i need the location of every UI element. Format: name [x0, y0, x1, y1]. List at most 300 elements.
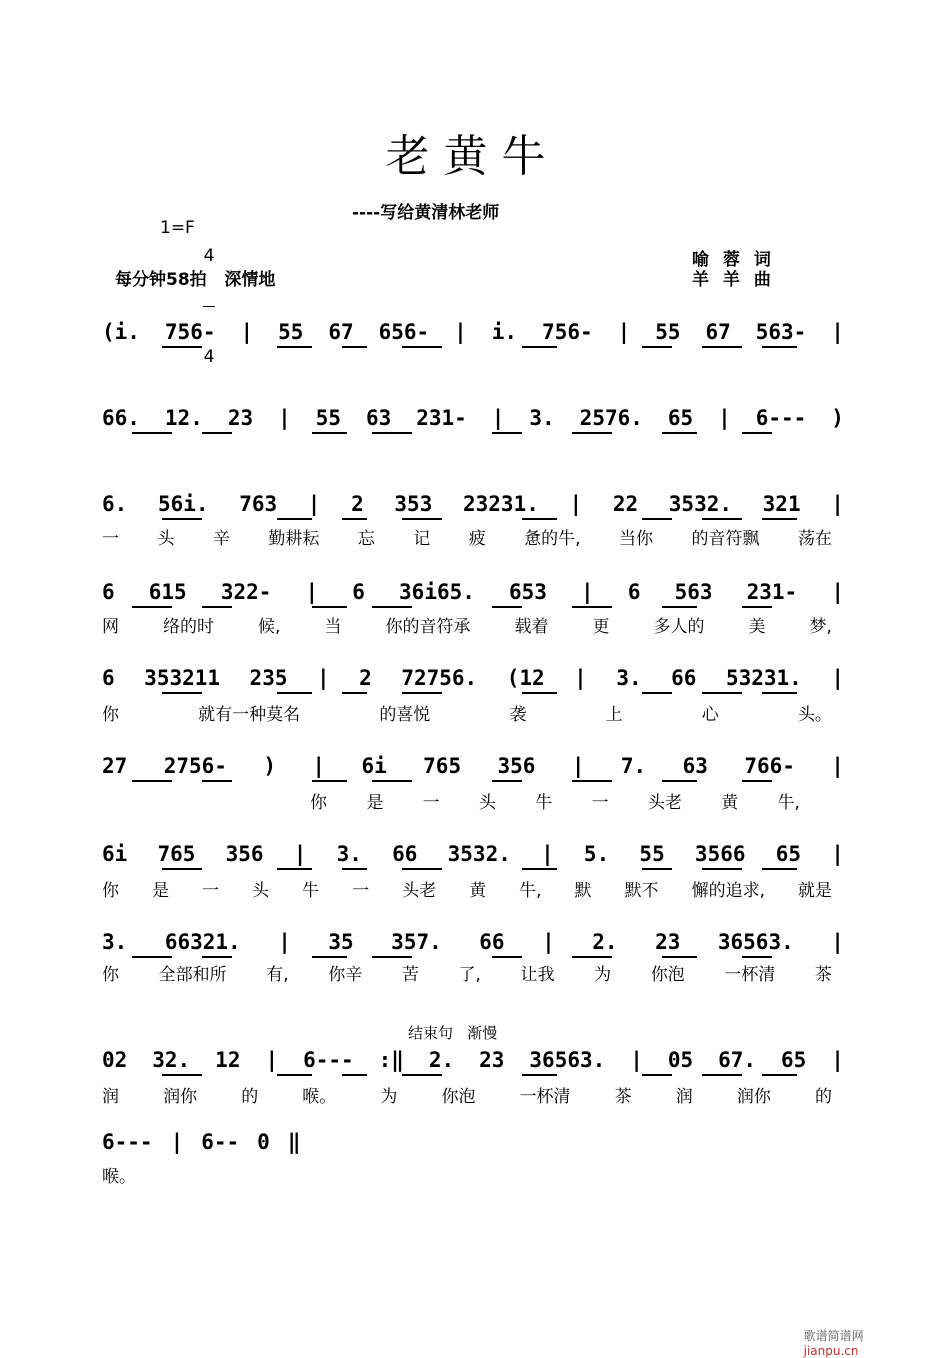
- rhythm-beams: [102, 692, 844, 698]
- note-group: 65: [781, 1048, 807, 1072]
- note-group: 23: [655, 930, 681, 954]
- barline: |: [305, 580, 319, 604]
- lyric-syllable: 是: [152, 881, 170, 901]
- lyric-syllable: 默: [574, 881, 592, 901]
- beam-line: [522, 692, 557, 694]
- beam-line: [492, 606, 522, 608]
- lyric-syllable: 润你: [736, 1087, 771, 1107]
- beam-line: [402, 868, 442, 870]
- notation-line: [102, 318, 844, 352]
- barline: |: [571, 754, 585, 778]
- lyric-syllable: 你: [310, 793, 327, 813]
- beam-line: [132, 606, 172, 608]
- note-group: 72756.: [401, 666, 478, 690]
- note-group: 765: [157, 842, 196, 866]
- note-group: 2576.: [579, 406, 643, 430]
- lyric-syllable: 一: [352, 881, 370, 901]
- beam-line: [572, 780, 612, 782]
- note-group: 766-: [744, 754, 795, 778]
- note-group: 67: [328, 320, 354, 344]
- beam-line: [372, 956, 412, 958]
- barline: |: [278, 930, 291, 954]
- beam-line: [342, 868, 367, 870]
- beam-line: [522, 346, 557, 348]
- barline: |: [293, 842, 307, 866]
- barline: |: [541, 842, 554, 866]
- note-group: 23: [227, 406, 254, 430]
- beam-line: [522, 518, 557, 520]
- note-group: 765: [423, 754, 462, 778]
- note-group: 756-: [542, 320, 593, 344]
- beam-line: [702, 692, 742, 694]
- lyric-syllable: 默不: [624, 881, 659, 901]
- lyricist-credit: 喻 蓉 词: [692, 250, 775, 270]
- lyric-syllable: 一: [202, 881, 220, 901]
- beam-line: [132, 956, 172, 958]
- beam-line: [277, 346, 312, 348]
- beam-line: [312, 606, 347, 608]
- lyric-syllable: 就是: [798, 881, 832, 901]
- barline: |: [630, 1048, 643, 1072]
- note-group: 66: [671, 666, 697, 690]
- time-signature-top: 4: [203, 246, 215, 266]
- note-group: 356: [225, 842, 264, 866]
- lyrics-line: [102, 524, 832, 549]
- lyric-syllable: 让我: [520, 965, 555, 985]
- beam-line: [202, 606, 232, 608]
- note-group: 356: [497, 754, 536, 778]
- notation-row: [102, 754, 844, 778]
- lyric-syllable: 当你: [619, 529, 654, 549]
- note-group: 357.: [391, 930, 442, 954]
- note-group: 3.: [102, 930, 128, 954]
- lyric-syllable: 牛: [535, 793, 553, 813]
- note-group: 66: [479, 930, 505, 954]
- note-group: 55: [278, 320, 304, 344]
- beam-line: [742, 956, 772, 958]
- beam-line: [162, 346, 202, 348]
- lyric-syllable: 惫的牛,: [524, 529, 581, 549]
- barline: |: [831, 666, 844, 690]
- lyric-syllable: 牛: [302, 881, 320, 901]
- beam-line: [202, 432, 232, 434]
- tempo-marking: 每分钟58拍 深情地: [115, 270, 276, 290]
- note-group: 36i65.: [399, 580, 475, 604]
- note-group: 3532.: [447, 842, 511, 866]
- lyric-syllable: 多人的: [653, 617, 705, 637]
- beam-line: [572, 606, 612, 608]
- time-signature-divider: [203, 306, 215, 307]
- beam-line: [572, 956, 612, 958]
- beam-line: [342, 346, 367, 348]
- ending-label: 结束句 渐慢: [408, 1024, 498, 1042]
- lyric-syllable: 记: [413, 529, 431, 549]
- note-group: 0: [257, 1130, 270, 1154]
- notation-line: [102, 752, 844, 786]
- note-group: 22: [612, 492, 639, 516]
- beam-line: [162, 518, 202, 520]
- rhythm-beams: [102, 432, 844, 438]
- barline: |: [454, 320, 467, 344]
- note-group: 36563.: [529, 1048, 606, 1072]
- beam-line: [702, 1074, 742, 1076]
- beam-line: [342, 1074, 367, 1076]
- notation-row: [102, 406, 844, 430]
- note-group: 53231.: [725, 666, 802, 690]
- beam-line: [372, 606, 412, 608]
- note-group: 2756-: [163, 754, 227, 778]
- beam-line: [662, 780, 697, 782]
- beam-line: [642, 518, 672, 520]
- lyric-syllable: 荡在: [797, 529, 832, 549]
- note-group: 353211: [144, 666, 221, 690]
- lyric-syllable: 你: [102, 881, 119, 901]
- lyrics-line: [102, 612, 832, 637]
- notation-row: [102, 930, 844, 954]
- barline: :‖: [378, 1048, 404, 1072]
- beam-line: [342, 518, 367, 520]
- note-group: 3.: [616, 666, 642, 690]
- note-group: 756-: [164, 320, 216, 344]
- lyric-syllable: 黄: [721, 793, 739, 813]
- note-group: 3566: [694, 842, 746, 866]
- lyric-syllable: 你的音符承: [385, 617, 471, 637]
- note-group: i.: [491, 320, 518, 344]
- notation-line: [102, 840, 844, 874]
- lyric-syllable: 的喜悦: [379, 705, 431, 725]
- barline: |: [240, 320, 254, 344]
- rhythm-beams: [102, 346, 844, 352]
- barline: |: [831, 580, 844, 604]
- lyric-syllable: 头: [157, 529, 175, 549]
- lyric-syllable: 你: [102, 965, 119, 985]
- lyric-syllable: 是: [366, 793, 384, 813]
- note-group: 2: [359, 666, 372, 690]
- note-group: 231-: [746, 580, 798, 604]
- beam-line: [312, 432, 347, 434]
- barline: |: [307, 492, 321, 516]
- lyric-syllable: 喉。: [302, 1087, 337, 1107]
- lyric-syllable: 黄: [469, 881, 487, 901]
- lyric-syllable: 上: [605, 705, 623, 725]
- lyric-syllable: 茶: [814, 965, 832, 985]
- note-group: 05: [667, 1048, 694, 1072]
- lyric-syllable: 头老: [402, 881, 437, 901]
- note-group: 3.: [529, 406, 555, 430]
- time-signature-bottom: 4: [203, 347, 215, 367]
- note-group: 2: [351, 492, 364, 516]
- note-group: 653: [509, 580, 547, 604]
- note-group: 12.: [164, 406, 203, 430]
- note-group: 6i: [361, 754, 387, 778]
- note-group: 763: [239, 492, 278, 516]
- lyric-syllable: 你泡: [650, 965, 685, 985]
- lyric-syllable: 茶: [614, 1087, 632, 1107]
- note-group: 6: [627, 580, 641, 604]
- beam-line: [762, 868, 797, 870]
- notation-row: [102, 580, 844, 604]
- beam-line: [372, 780, 412, 782]
- lyric-syllable: 疲: [468, 529, 486, 549]
- notation-line: [102, 490, 844, 524]
- lyric-syllable: 润: [102, 1087, 119, 1107]
- beam-line: [312, 780, 347, 782]
- beam-line: [642, 692, 672, 694]
- lyric-syllable: 的: [241, 1087, 259, 1107]
- barline: |: [831, 492, 844, 516]
- beam-line: [277, 1074, 312, 1076]
- barline: |: [581, 580, 594, 604]
- note-group: 7.: [620, 754, 647, 778]
- lyric-syllable: 袭: [509, 705, 527, 725]
- note-group: 563: [674, 580, 713, 604]
- lyric-syllable: 载着: [514, 617, 549, 637]
- barline: |: [265, 1048, 279, 1072]
- lyric-syllable: 为: [380, 1087, 398, 1107]
- lyric-syllable: 当: [324, 617, 342, 637]
- note-group: 6.: [102, 492, 128, 516]
- lyric-syllable: 的: [814, 1087, 832, 1107]
- lyric-syllable: 头老: [647, 793, 682, 813]
- barline: |: [278, 406, 291, 430]
- lyric-syllable: 了,: [458, 965, 481, 985]
- note-group: 6---: [755, 406, 807, 430]
- lyric-syllable: 忘: [357, 529, 375, 549]
- lyric-syllable: 你: [102, 705, 119, 725]
- note-group: 27: [102, 754, 128, 778]
- lyric-syllable: 络的时: [163, 617, 215, 637]
- beam-line: [762, 518, 797, 520]
- note-group: 6---: [303, 1048, 354, 1072]
- notation-line: [102, 928, 844, 962]
- note-group: 65: [775, 842, 801, 866]
- rhythm-beams: [102, 1074, 844, 1080]
- beam-line: [402, 1074, 442, 1076]
- note-group: 235: [249, 666, 288, 690]
- beam-line: [642, 346, 672, 348]
- note-group: 65: [667, 406, 694, 430]
- lyric-syllable: 头: [478, 793, 496, 813]
- composer-credit: 羊 羊 曲: [692, 270, 775, 290]
- note-group: (12: [506, 666, 545, 690]
- note-group: 3532.: [668, 492, 732, 516]
- notation-line: [102, 1128, 844, 1162]
- note-group: 656-: [378, 320, 430, 344]
- lyric-syllable: 辛: [212, 529, 230, 549]
- barline: ‖: [287, 1130, 301, 1154]
- note-group: 23231.: [463, 492, 539, 516]
- beam-line: [492, 956, 522, 958]
- note-group: 56i.: [157, 492, 209, 516]
- note-group: 23: [479, 1048, 505, 1072]
- barline: |: [491, 406, 505, 430]
- note-group: 35: [328, 930, 354, 954]
- lyric-syllable: 润你: [163, 1087, 198, 1107]
- lyrics-line: [102, 1082, 832, 1107]
- note-group: 32.: [152, 1048, 191, 1072]
- beam-line: [342, 692, 367, 694]
- watermark: [796, 1313, 864, 1358]
- notation-line: [102, 1046, 844, 1080]
- beam-line: [277, 518, 312, 520]
- lyric-syllable: 一杯清: [519, 1087, 571, 1107]
- notation-row: [102, 666, 844, 690]
- note-group: 02: [102, 1048, 128, 1072]
- lyric-syllable: 一: [102, 529, 119, 549]
- lyric-syllable: 懈的追求,: [691, 881, 765, 901]
- barline: |: [831, 842, 844, 866]
- beam-line: [742, 780, 772, 782]
- lyric-syllable: 勤耕耘: [268, 529, 320, 549]
- beam-line: [702, 346, 742, 348]
- lyric-syllable: 有,: [266, 965, 289, 985]
- notation-line: [102, 578, 844, 612]
- lyric-syllable: 头。: [797, 705, 832, 725]
- barline: |: [617, 320, 631, 344]
- lyrics-line: [102, 700, 832, 725]
- note-group: 55: [315, 406, 341, 430]
- lyric-syllable: 网: [102, 617, 119, 637]
- beam-line: [402, 692, 442, 694]
- lyric-syllable: 你泡: [441, 1087, 476, 1107]
- beam-line: [402, 518, 442, 520]
- note-group: 63: [682, 754, 708, 778]
- note-group: 563-: [755, 320, 807, 344]
- note-group: 12: [215, 1048, 241, 1072]
- lyric-syllable: 一杯清: [724, 965, 776, 985]
- notation-row: [102, 842, 844, 866]
- subtitle: ----写给黄清林老师: [352, 203, 500, 223]
- lyric-syllable: 一: [591, 793, 609, 813]
- note-group: ): [831, 406, 844, 430]
- lyric-syllable: 你辛: [328, 965, 363, 985]
- notation-row: [102, 492, 844, 516]
- note-group: 231-: [416, 406, 467, 430]
- note-group: 36563.: [717, 930, 794, 954]
- barline: |: [831, 754, 844, 778]
- beam-line: [202, 780, 232, 782]
- beam-line: [522, 1074, 557, 1076]
- beam-line: [572, 432, 612, 434]
- note-group: 353: [394, 492, 433, 516]
- beam-line: [702, 868, 742, 870]
- note-group: 63: [365, 406, 392, 430]
- lyric-syllable: 更: [592, 617, 610, 637]
- notation-line: [102, 404, 844, 438]
- beam-line: [662, 606, 697, 608]
- note-group: ): [263, 754, 276, 778]
- beam-line: [162, 1074, 202, 1076]
- note-group: 6--: [201, 1130, 240, 1154]
- note-group: 6: [102, 666, 115, 690]
- barline: |: [569, 492, 583, 516]
- page-title: 老黄牛: [385, 131, 560, 182]
- lyrics-line: [102, 1162, 832, 1187]
- note-group: 66321.: [164, 930, 241, 954]
- barline: |: [317, 666, 330, 690]
- beam-line: [277, 692, 312, 694]
- note-group: 321: [762, 492, 801, 516]
- beam-line: [202, 956, 232, 958]
- lyric-syllable: 全部和所: [158, 965, 227, 985]
- notation-line: [102, 664, 844, 698]
- note-group: 67: [705, 320, 731, 344]
- watermark-brand: jianpu.cn: [803, 1344, 859, 1358]
- barline: |: [574, 666, 587, 690]
- lyrics-line: [102, 876, 832, 901]
- lyric-syllable: 美: [748, 617, 766, 637]
- lyric-syllable: 苦: [401, 965, 419, 985]
- notation-row: [102, 320, 844, 344]
- lyrics-line: [102, 960, 832, 985]
- lyric-syllable: 喉。: [102, 1167, 136, 1187]
- rhythm-beams: [102, 780, 844, 786]
- lyric-syllable: 候,: [258, 617, 281, 637]
- barline: |: [170, 1130, 184, 1154]
- barline: |: [718, 406, 731, 430]
- time-signature: [203, 206, 215, 387]
- beam-line: [742, 606, 772, 608]
- watermark-text: 歌谱简谱网: [803, 1329, 864, 1343]
- lyric-syllable: 的音符飘: [691, 529, 760, 549]
- beam-line: [762, 1074, 797, 1076]
- beam-line: [762, 692, 797, 694]
- lyric-syllable: 头: [252, 881, 270, 901]
- lyric-syllable: 心: [701, 705, 719, 725]
- beam-line: [492, 432, 522, 434]
- note-group: 67.: [718, 1048, 757, 1072]
- lyric-syllable: 润: [675, 1087, 693, 1107]
- beam-line: [312, 956, 347, 958]
- note-group: 55: [655, 320, 681, 344]
- beam-line: [132, 780, 172, 782]
- note-group: 6: [352, 580, 365, 604]
- beam-line: [662, 432, 697, 434]
- note-group: 66: [392, 842, 418, 866]
- lyrics-line: [310, 788, 800, 813]
- beam-line: [162, 692, 202, 694]
- note-group: 322-: [220, 580, 272, 604]
- note-group: 6---: [102, 1130, 153, 1154]
- beam-line: [522, 868, 557, 870]
- note-group: 66.: [102, 406, 140, 430]
- beam-line: [662, 956, 697, 958]
- beam-line: [762, 346, 797, 348]
- beam-line: [702, 518, 742, 520]
- barline: |: [831, 930, 844, 954]
- barline: |: [312, 754, 326, 778]
- note-group: (i.: [102, 320, 140, 344]
- beam-line: [372, 432, 412, 434]
- notation-row: [102, 1130, 302, 1154]
- rhythm-beams: [102, 868, 844, 874]
- beam-line: [492, 780, 522, 782]
- beam-line: [742, 432, 772, 434]
- lyric-syllable: 就有一种莫名: [198, 705, 301, 725]
- note-group: 55: [639, 842, 665, 866]
- beam-line: [642, 868, 672, 870]
- beam-line: [402, 346, 442, 348]
- lyric-syllable: 梦,: [809, 617, 832, 637]
- note-group: 3.: [336, 842, 362, 866]
- lyric-syllable: 牛,: [777, 793, 800, 813]
- lyric-syllable: 一: [422, 793, 440, 813]
- note-group: 6i: [102, 842, 128, 866]
- note-group: 2.: [592, 930, 618, 954]
- barline: |: [831, 1048, 844, 1072]
- key-signature: 1=F: [160, 218, 195, 238]
- barline: |: [542, 930, 555, 954]
